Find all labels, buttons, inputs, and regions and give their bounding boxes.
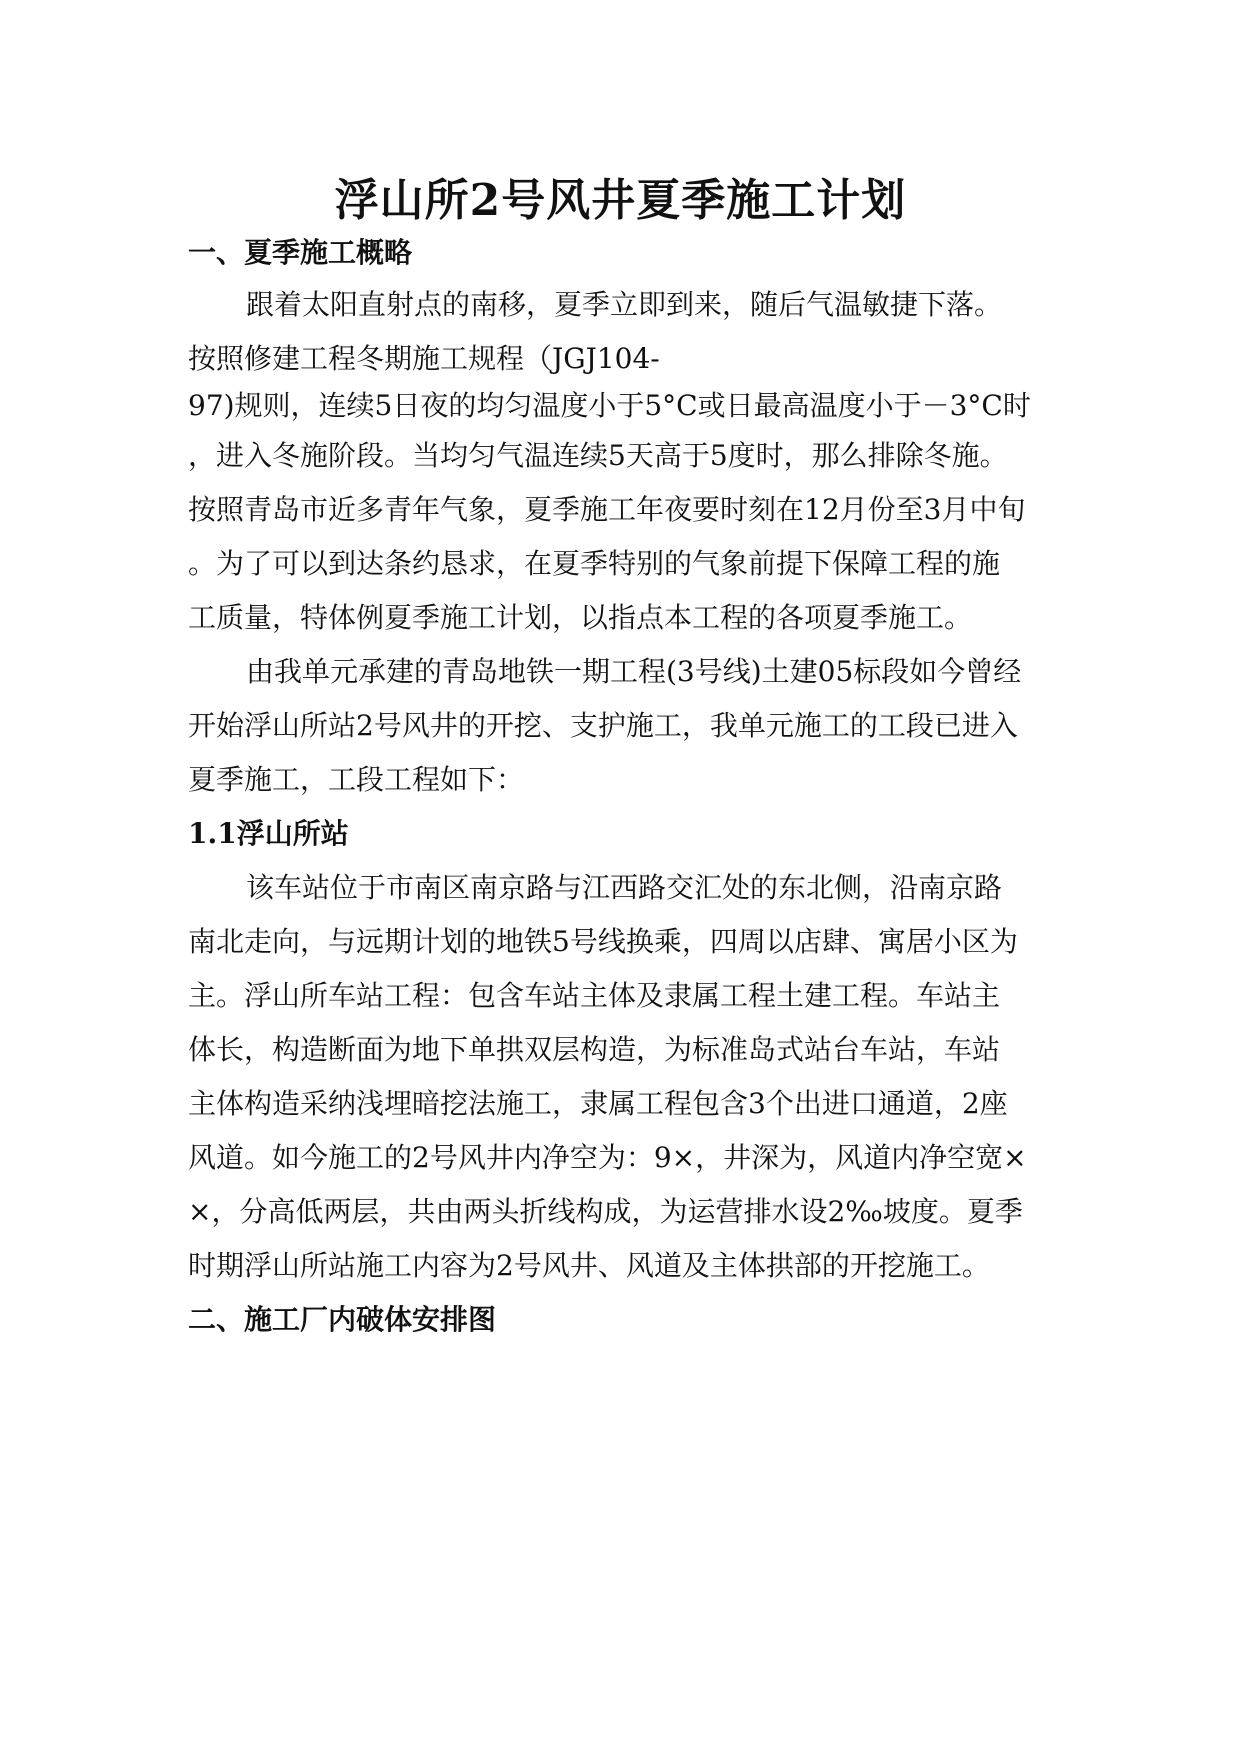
section-heading-summary: 一、夏季施工概略 <box>188 236 413 269</box>
text-line: 由我单元承建的青岛地铁一期工程(3号线)土建05标段如今曾经 <box>246 655 1022 688</box>
section-heading-site-layout: 二、施工厂内破体安排图 <box>188 1303 497 1336</box>
text-line: 时期浮山所站施工内容为2号风井、风道及主体拱部的开挖施工。 <box>188 1249 990 1282</box>
text-line: 开始浮山所站2号风井的开挖、支护施工，我单元施工的工段已进入 <box>188 709 1018 742</box>
document-title: 浮山所2号风井夏季施工计划 <box>334 175 907 226</box>
text-line: 工质量，特体例夏季施工计划，以指点本工程的各项夏季施工。 <box>188 601 973 634</box>
subsection-heading-station: 1.1浮山所站 <box>188 817 349 850</box>
text-line: 按照修建工程冬期施工规程（JGJ104- <box>188 342 660 375</box>
text-line: 主体构造采纳浅埋暗挖法施工，隶属工程包含3个出进口通道，2座 <box>188 1087 1008 1120</box>
text-line: ，进入冬施阶段。当均匀气温连续5天高于5度时，那么排除冬施。 <box>188 439 1008 472</box>
text-line: 南北走向，与远期计划的地铁5号线换乘，四周以店肆、寓居小区为 <box>188 925 1018 958</box>
text-line: 。为了可以到达条约恳求，在夏季特别的气象前提下保障工程的施 <box>188 547 1001 580</box>
text-line: 风道。如今施工的2号风井内净空为：9×，井深为，风道内净空宽× <box>188 1141 1027 1174</box>
text-line: ×，分高低两层，共由两头折线构成，为运营排水设2‰坡度。夏季 <box>188 1195 1023 1228</box>
text-line: 主。浮山所车站工程：包含车站主体及隶属工程土建工程。车站主 <box>188 979 1001 1012</box>
text-line: 97)规则，连续5日夜的均匀温度小于5°C或日最高温度小于－3°C时 <box>188 389 1031 422</box>
text-line: 该车站位于市南区南京路与江西路交汇处的东北侧，沿南京路 <box>246 871 1003 904</box>
text-line: 跟着太阳直射点的南移，夏季立即到来，随后气温敏捷下落。 <box>246 288 1003 321</box>
text-line: 体长，构造断面为地下单拱双层构造，为标准岛式站台车站，车站 <box>188 1033 1001 1066</box>
text-line: 按照青岛市近多青年气象，夏季施工年夜要时刻在12月份至3月中旬 <box>188 493 1026 526</box>
text-line: 夏季施工，工段工程如下： <box>188 763 525 796</box>
